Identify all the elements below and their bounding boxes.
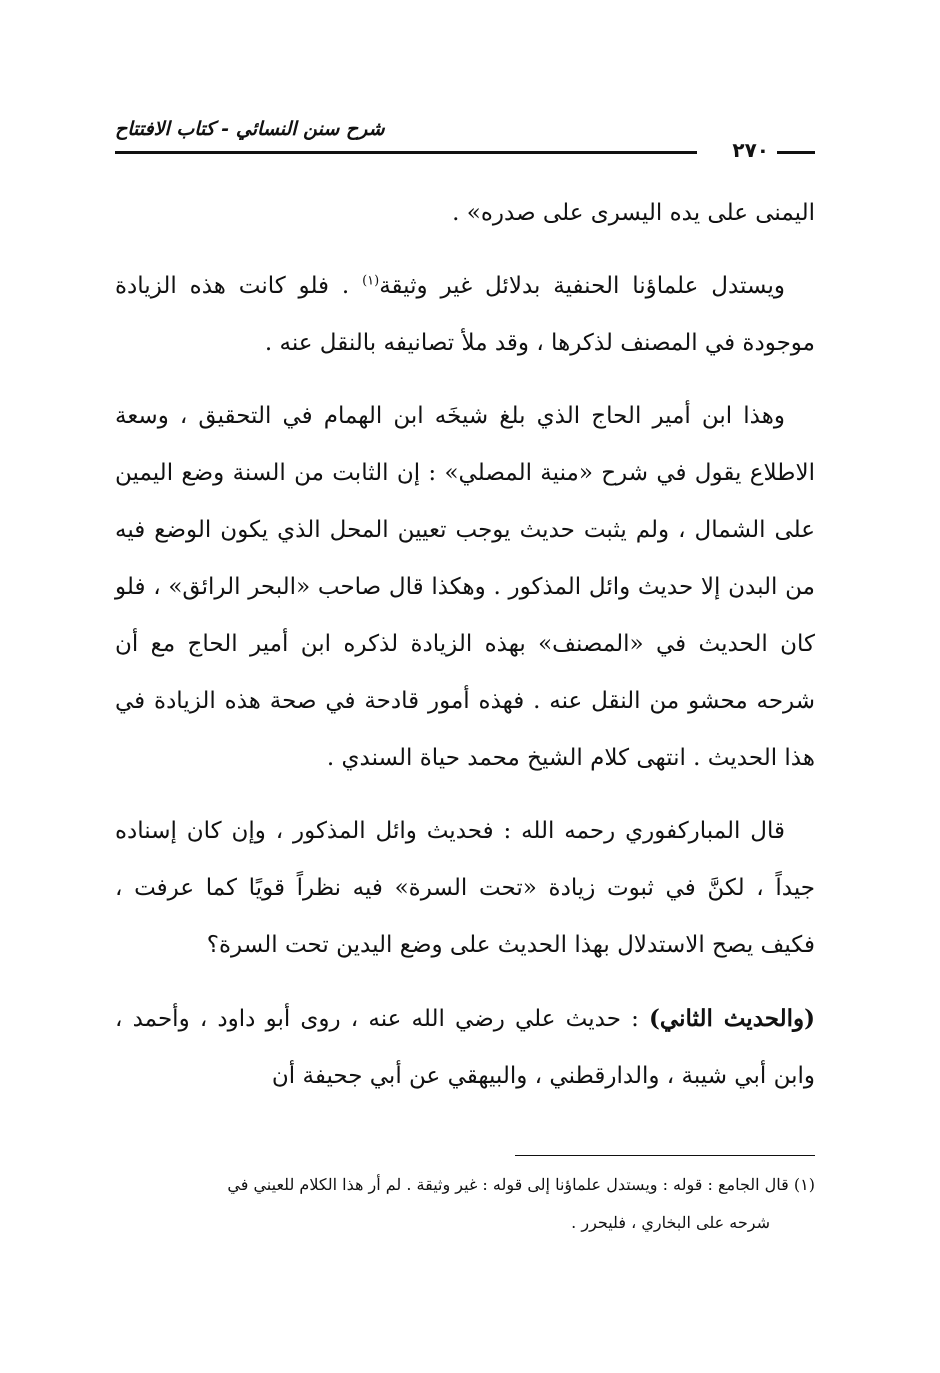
paragraph-5-heading: (والحديث الثاني) bbox=[649, 1005, 815, 1032]
paragraph-4: قال المباركفوري رحمه الله : فحديث وائل المذكور ، وإن كان إسناده جيداً ، لكنَّ في ثبوت زيادة «تحت السرة» فيه نظراً قويًا كما عرفت ، فكيف يصح الاستدلال بهذا الحديث على وضع اليدين تحت السرة؟ bbox=[115, 818, 815, 958]
header-rule bbox=[115, 151, 697, 154]
paragraph-5-text: : حديث علي رضي الله عنه ، روى أبو داود ، وأحمد ، وابن أبي شيبة ، والدارقطني ، والبيهقي عن أبي جحيفة أن bbox=[115, 1006, 815, 1089]
paragraph-3: وهذا ابن أمير الحاج الذي بلغ شيخَه ابن الهمام في التحقيق ، وسعة الاطلاع يقول في شرح «منية المصلي» : إن الثابت من السنة وضع اليمين على الشمال ، ولم يثبت حديث يوجب تعيين المحل الذي يكون الوضع فيه من البدن إلا حديث وائل المذكور . وهكذا قال صاحب «البحر الرائق» ، فلو كان الحديث في «المصنف» بهذه الزيادة لذكره ابن أمير الحاج مع أن شرحه محشو من النقل عنه . فهذه أمور قادحة في صحة هذه الزيادة في هذا الحديث . انتهى كلام الشيخ محمد حياة السندي . bbox=[115, 403, 816, 771]
paragraph-2 bbox=[115, 258, 815, 372]
paragraph-1: اليمنى على يده اليسرى على صدره» . bbox=[452, 200, 815, 226]
footnote-line-2: شرحه على البخاري ، فليحرر . bbox=[571, 1213, 770, 1232]
footnote-separator bbox=[515, 1155, 815, 1156]
paragraph-2-text-a: ويستدل علماؤنا الحنفية بدلائل غير وثيقة bbox=[379, 273, 785, 299]
running-header bbox=[115, 118, 815, 178]
footnote-line-1: (١) قال الجامع : قوله : ويستدل علماؤنا إلى قوله : غير وثيقة . لم أر هذا الكلام للعيني في bbox=[227, 1175, 815, 1194]
header-title: شرح سنن النسائي - كتاب الافتتاح bbox=[115, 118, 385, 140]
page-number-dash bbox=[777, 151, 815, 154]
footnote-marker: (١) bbox=[362, 273, 380, 289]
page-number: ٢٧٠ bbox=[732, 138, 769, 162]
main-text bbox=[115, 185, 815, 1121]
paragraph-5 bbox=[115, 990, 815, 1105]
paragraph-2-text-b: . فلو كانت هذه الزيادة موجودة في المصنف لذكرها ، وقد ملأ تصانيفه بالنقل عنه . bbox=[115, 273, 815, 356]
footnote bbox=[115, 1166, 815, 1242]
